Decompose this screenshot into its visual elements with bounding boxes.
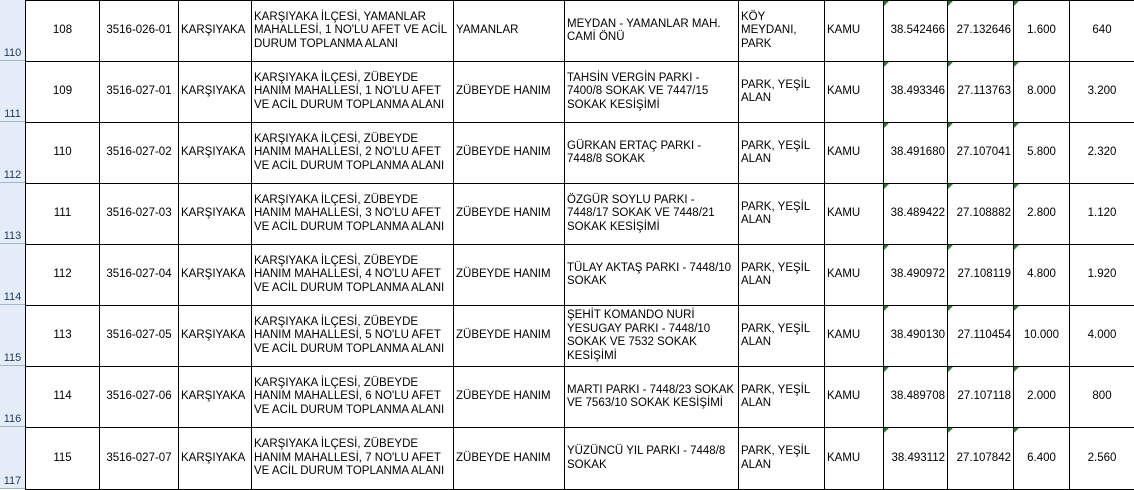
cell-code[interactable]: 3516-027-07 bbox=[100, 428, 179, 490]
cell-district[interactable]: KARŞIYAKA bbox=[179, 428, 252, 490]
cell-area-m2[interactable]: 2.000 bbox=[1014, 367, 1070, 428]
cell-neighborhood[interactable]: ZÜBEYDE HANIM bbox=[454, 367, 565, 428]
row-header[interactable]: 112 bbox=[0, 122, 25, 183]
cell-area-name[interactable]: KARŞIYAKA İLÇESİ, ZÜBEYDE HANIM MAHALLESİ, 7 NO'LU AFET VE ACİL DURUM TOPLANMA ALANI bbox=[252, 428, 454, 490]
cell-type[interactable]: PARK, YEŞİL ALAN bbox=[739, 367, 825, 428]
cell-location[interactable]: TÜLAY AKTAŞ PARKI - 7448/10 SOKAK bbox=[565, 245, 739, 306]
cell-longitude[interactable]: 27.107041 bbox=[948, 123, 1014, 184]
cell-owner[interactable]: KAMU bbox=[825, 245, 884, 306]
cell-area-name[interactable]: KARŞIYAKA İLÇESİ, ZÜBEYDE HANIM MAHALLESİ, 1 NO'LU AFET VE ACİL DURUM TOPLANMA ALANI bbox=[252, 62, 454, 123]
cell-longitude[interactable]: 27.113763 bbox=[948, 62, 1014, 123]
cell-capacity[interactable]: 2.320 bbox=[1070, 123, 1134, 184]
cell-location[interactable]: MEYDAN - YAMANLAR MAH. CAMİ ÖNÜ bbox=[565, 1, 739, 62]
cell-district[interactable]: KARŞIYAKA bbox=[179, 367, 252, 428]
cell-latitude[interactable]: 38.489708 bbox=[884, 367, 948, 428]
cell-neighborhood[interactable]: ZÜBEYDE HANIM bbox=[454, 123, 565, 184]
cell-area-m2[interactable]: 2.800 bbox=[1014, 184, 1070, 245]
cell-code[interactable]: 3516-027-02 bbox=[100, 123, 179, 184]
cell-latitude[interactable]: 38.491680 bbox=[884, 123, 948, 184]
cell-area-m2[interactable]: 5.800 bbox=[1014, 123, 1070, 184]
cell-owner[interactable]: KAMU bbox=[825, 184, 884, 245]
cell-capacity[interactable]: 2.560 bbox=[1070, 428, 1134, 490]
row-header[interactable]: 115 bbox=[0, 305, 25, 366]
cell-type[interactable]: PARK, YEŞİL ALAN bbox=[739, 62, 825, 123]
cell-code[interactable]: 3516-027-04 bbox=[100, 245, 179, 306]
cell-district[interactable]: KARŞIYAKA bbox=[179, 306, 252, 367]
cell-location[interactable]: ŞEHİT KOMANDO NURİ YESUGAY PARKI - 7448/10 SOKAK VE 7532 SOKAK KESİŞİMİ bbox=[565, 306, 739, 367]
table-row bbox=[26, 367, 1134, 428]
cell-area-name[interactable]: KARŞIYAKA İLÇESİ, ZÜBEYDE HANIM MAHALLESİ, 6 NO'LU AFET VE ACİL DURUM TOPLANMA ALANI bbox=[252, 367, 454, 428]
row-header[interactable]: 111 bbox=[0, 61, 25, 122]
row-header[interactable]: 117 bbox=[0, 427, 25, 489]
cell-type[interactable]: PARK, YEŞİL ALAN bbox=[739, 428, 825, 490]
cell-latitude[interactable]: 38.493346 bbox=[884, 62, 948, 123]
cell-area-m2[interactable]: 10.000 bbox=[1014, 306, 1070, 367]
cell-capacity[interactable]: 640 bbox=[1070, 1, 1134, 62]
cell-owner[interactable]: KAMU bbox=[825, 62, 884, 123]
cell-area-m2[interactable]: 4.800 bbox=[1014, 245, 1070, 306]
cell-no[interactable]: 112 bbox=[26, 245, 100, 306]
cell-code[interactable]: 3516-027-01 bbox=[100, 62, 179, 123]
cell-location[interactable]: GÜRKAN ERTAÇ PARKI - 7448/8 SOKAK bbox=[565, 123, 739, 184]
cell-type[interactable]: PARK, YEŞİL ALAN bbox=[739, 123, 825, 184]
cell-neighborhood[interactable]: ZÜBEYDE HANIM bbox=[454, 62, 565, 123]
cell-code[interactable]: 3516-027-03 bbox=[100, 184, 179, 245]
row-header[interactable]: 116 bbox=[0, 366, 25, 427]
table-row bbox=[26, 306, 1134, 367]
cell-type[interactable]: PARK, YEŞİL ALAN bbox=[739, 245, 825, 306]
cell-capacity[interactable]: 1.920 bbox=[1070, 245, 1134, 306]
cell-area-name[interactable]: KARŞIYAKA İLÇESİ, ZÜBEYDE HANIM MAHALLESİ, 5 NO'LU AFET VE ACİL DURUM TOPLANMA ALANI bbox=[252, 306, 454, 367]
row-header[interactable]: 110 bbox=[0, 0, 25, 61]
cell-location[interactable]: TAHSİN VERGİN PARKI - 7400/8 SOKAK VE 7447/15 SOKAK KESİŞİMİ bbox=[565, 62, 739, 123]
cell-code[interactable]: 3516-027-06 bbox=[100, 367, 179, 428]
cell-neighborhood[interactable]: YAMANLAR bbox=[454, 1, 565, 62]
cell-neighborhood[interactable]: ZÜBEYDE HANIM bbox=[454, 428, 565, 490]
row-header[interactable]: 113 bbox=[0, 183, 25, 244]
cell-neighborhood[interactable]: ZÜBEYDE HANIM bbox=[454, 184, 565, 245]
table-row bbox=[26, 428, 1134, 490]
cell-type[interactable]: PARK, YEŞİL ALAN bbox=[739, 184, 825, 245]
table-row bbox=[26, 245, 1134, 306]
cell-no[interactable]: 111 bbox=[26, 184, 100, 245]
cell-longitude[interactable]: 27.110454 bbox=[948, 306, 1014, 367]
cell-no[interactable]: 108 bbox=[26, 1, 100, 62]
cell-code[interactable]: 3516-027-05 bbox=[100, 306, 179, 367]
cell-area-name[interactable]: KARŞIYAKA İLÇESİ, ZÜBEYDE HANIM MAHALLESİ, 3 NO'LU AFET VE ACİL DURUM TOPLANMA ALANI bbox=[252, 184, 454, 245]
cell-area-name[interactable]: KARŞIYAKA İLÇESİ, ZÜBEYDE HANIM MAHALLESİ, 4 NO'LU AFET VE ACİL DURUM TOPLANMA ALANI bbox=[252, 245, 454, 306]
cell-latitude[interactable]: 38.493112 bbox=[884, 428, 948, 490]
data-table bbox=[25, 0, 1134, 490]
cell-location[interactable]: ÖZGÜR SOYLU PARKI - 7448/17 SOKAK VE 7448/21 SOKAK KESİŞİMİ bbox=[565, 184, 739, 245]
table-row bbox=[26, 1, 1134, 62]
cell-district[interactable]: KARŞIYAKA bbox=[179, 184, 252, 245]
cell-latitude[interactable]: 38.489422 bbox=[884, 184, 948, 245]
cell-no[interactable]: 110 bbox=[26, 123, 100, 184]
cell-neighborhood[interactable]: ZÜBEYDE HANIM bbox=[454, 306, 565, 367]
cell-no[interactable]: 113 bbox=[26, 306, 100, 367]
cell-district[interactable]: KARŞIYAKA bbox=[179, 62, 252, 123]
cell-owner[interactable]: KAMU bbox=[825, 367, 884, 428]
cell-area-m2[interactable]: 6.400 bbox=[1014, 428, 1070, 490]
table-row bbox=[26, 62, 1134, 123]
cell-area-m2[interactable]: 1.600 bbox=[1014, 1, 1070, 62]
cell-type[interactable]: PARK, YEŞİL ALAN bbox=[739, 306, 825, 367]
cell-no[interactable]: 114 bbox=[26, 367, 100, 428]
cell-owner[interactable]: KAMU bbox=[825, 428, 884, 490]
cell-district[interactable]: KARŞIYAKA bbox=[179, 1, 252, 62]
cell-area-m2[interactable]: 8.000 bbox=[1014, 62, 1070, 123]
cell-area-name[interactable]: KARŞIYAKA İLÇESİ, YAMANLAR MAHALLESİ, 1 NO'LU AFET VE ACİL DURUM TOPLANMA ALANI bbox=[252, 1, 454, 62]
cell-district[interactable]: KARŞIYAKA bbox=[179, 245, 252, 306]
cell-capacity[interactable]: 800 bbox=[1070, 367, 1134, 428]
cell-owner[interactable]: KAMU bbox=[825, 1, 884, 62]
cell-neighborhood[interactable]: ZÜBEYDE HANIM bbox=[454, 245, 565, 306]
cell-district[interactable]: KARŞIYAKA bbox=[179, 123, 252, 184]
cell-longitude[interactable]: 27.107118 bbox=[948, 367, 1014, 428]
cell-longitude[interactable]: 27.108882 bbox=[948, 184, 1014, 245]
cell-code[interactable]: 3516-026-01 bbox=[100, 1, 179, 62]
cell-capacity[interactable]: 1.120 bbox=[1070, 184, 1134, 245]
cell-longitude[interactable]: 27.132646 bbox=[948, 1, 1014, 62]
cell-longitude[interactable]: 27.107842 bbox=[948, 428, 1014, 490]
cell-longitude[interactable]: 27.108119 bbox=[948, 245, 1014, 306]
row-header[interactable]: 114 bbox=[0, 244, 25, 305]
cell-location[interactable]: MARTI PARKI - 7448/23 SOKAK VE 7563/10 SOKAK KESİŞİMİ bbox=[565, 367, 739, 428]
cell-type[interactable]: KÖY MEYDANI, PARK bbox=[739, 1, 825, 62]
cell-capacity[interactable]: 3.200 bbox=[1070, 62, 1134, 123]
table-row bbox=[26, 123, 1134, 184]
cell-no[interactable]: 109 bbox=[26, 62, 100, 123]
cell-no[interactable]: 115 bbox=[26, 428, 100, 490]
cell-latitude[interactable]: 38.490972 bbox=[884, 245, 948, 306]
cell-area-name[interactable]: KARŞIYAKA İLÇESİ, ZÜBEYDE HANIM MAHALLESİ, 2 NO'LU AFET VE ACİL DURUM TOPLANMA ALANI bbox=[252, 123, 454, 184]
cell-latitude[interactable]: 38.542466 bbox=[884, 1, 948, 62]
cell-capacity[interactable]: 4.000 bbox=[1070, 306, 1134, 367]
table-row bbox=[26, 184, 1134, 245]
cell-owner[interactable]: KAMU bbox=[825, 306, 884, 367]
cell-owner[interactable]: KAMU bbox=[825, 123, 884, 184]
cell-location[interactable]: YÜZÜNCÜ YIL PARKI - 7448/8 SOKAK bbox=[565, 428, 739, 490]
cell-latitude[interactable]: 38.490130 bbox=[884, 306, 948, 367]
